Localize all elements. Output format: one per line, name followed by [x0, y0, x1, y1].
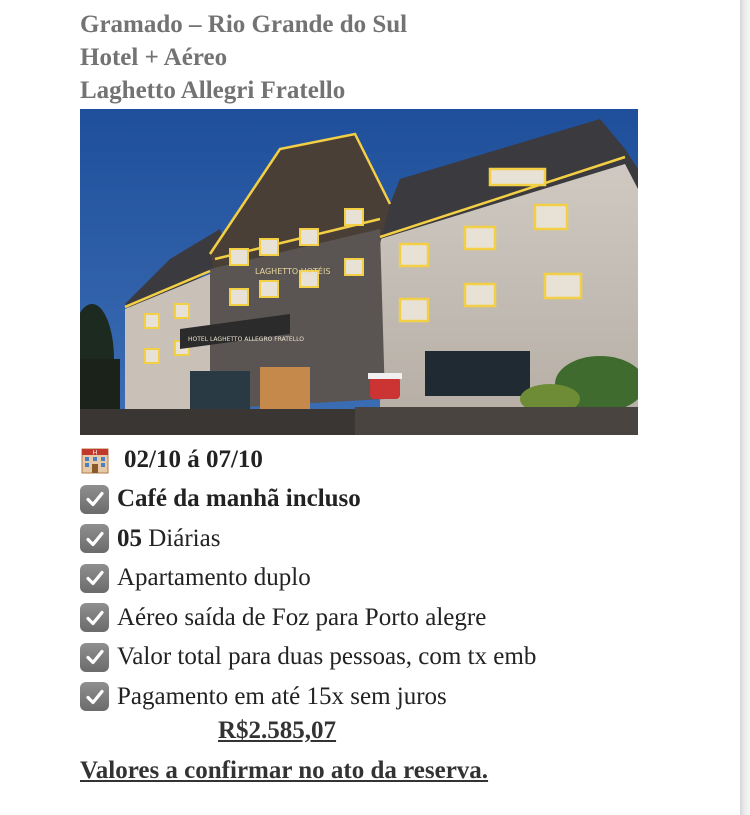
- destination-title: Gramado – Rio Grande do Sul: [80, 11, 408, 38]
- check-box-icon: [80, 524, 109, 553]
- check-box-icon: [80, 682, 109, 711]
- package-details: [80, 440, 720, 717]
- hotel-icon: [80, 445, 110, 475]
- payment-row: [80, 677, 720, 717]
- hotel-photo: [80, 109, 638, 435]
- total-row: [80, 638, 720, 678]
- package-type: Hotel + Aéreo: [80, 44, 228, 71]
- flight-row: [80, 598, 720, 638]
- check-box-icon: [80, 564, 109, 593]
- stay-dates: 02/10 á 07/10: [124, 445, 263, 473]
- entrance-sign-text: HOTEL LAGHETTO ALLEGRO FRATELLO: [188, 336, 304, 343]
- breakfast-row: [80, 480, 720, 520]
- nights-count: 05: [117, 524, 142, 552]
- dates-row: [80, 440, 720, 480]
- breakfast-text: Café da manhã incluso: [117, 485, 361, 513]
- offer-header: [80, 8, 407, 107]
- check-box-icon: [80, 603, 109, 632]
- facade-logo-text: LAGHETTO HOTÉIS: [255, 267, 331, 276]
- room-text: Apartamento duplo: [117, 564, 311, 592]
- total-note-text: Valor total para duas pessoas, com tx emb: [117, 643, 537, 671]
- nights-row: [80, 519, 720, 559]
- nights-label: Diárias: [142, 524, 221, 552]
- package-price: R$2.585,07: [218, 717, 337, 744]
- page-edge-shadow: [740, 0, 750, 815]
- room-row: [80, 559, 720, 599]
- check-box-icon: [80, 643, 109, 672]
- flight-text: Aéreo saída de Foz para Porto alegre: [117, 603, 487, 631]
- check-box-icon: [80, 485, 109, 514]
- payment-text: Pagamento em até 15x sem juros: [117, 682, 447, 710]
- hotel-name: Laghetto Allegri Fratello: [80, 77, 346, 104]
- svg-text:H: H: [92, 449, 98, 457]
- confirmation-note: Valores a confirmar no ato da reserva.: [80, 757, 489, 784]
